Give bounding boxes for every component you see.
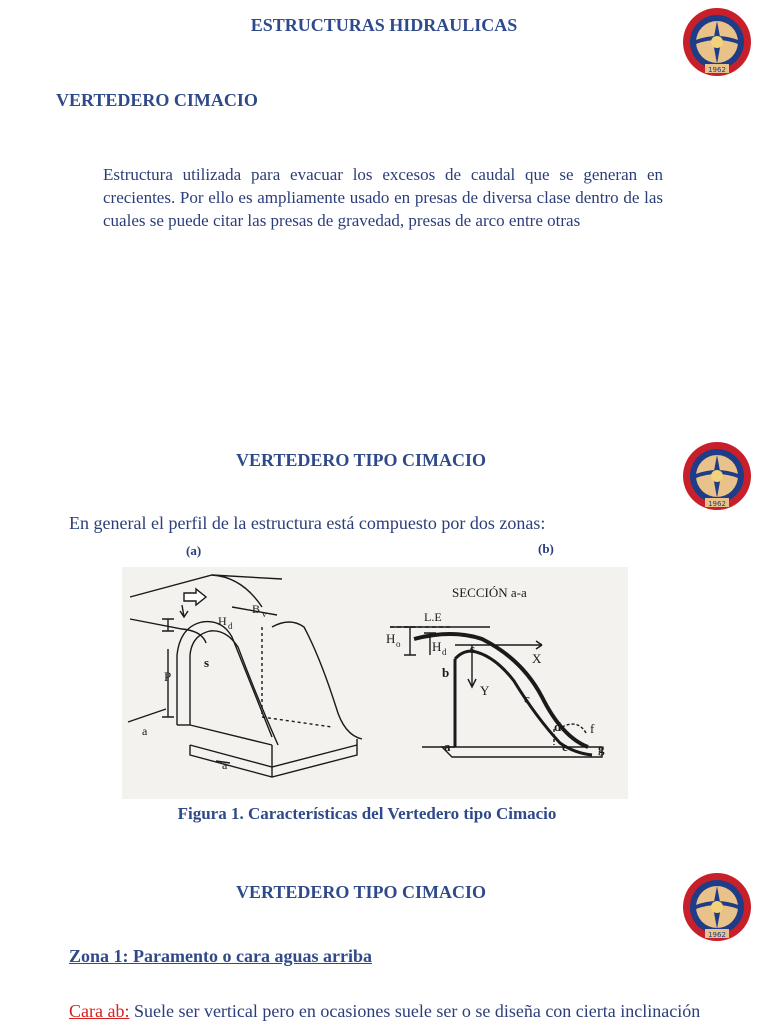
fig-s: s <box>470 641 476 656</box>
fig-hd: H <box>432 639 442 654</box>
fig-bv: B <box>252 602 261 616</box>
intro-text: En general el perfil de la estructura está compuesto por dos zonas: <box>69 513 546 533</box>
figure-label-a: (a) <box>186 543 202 558</box>
logo-year: 1962 <box>708 66 726 74</box>
zona-heading: Zona 1: Paramento o cara aguas arriba <box>69 946 372 966</box>
weir-figure <box>122 567 628 799</box>
university-logo <box>681 6 753 78</box>
fig-b: b <box>442 665 450 680</box>
figure-caption: Figura 1. Características del Vertedero tipo Cimacio <box>177 804 557 823</box>
fig-s: s <box>204 655 210 670</box>
fig-g: g <box>598 741 605 756</box>
fig-c: c <box>524 691 530 706</box>
fig-a: a <box>222 758 228 772</box>
logo-year: 1962 <box>708 931 726 939</box>
fig-a: a <box>142 724 148 738</box>
fig-hd: H <box>218 614 227 628</box>
fig-p: P <box>164 669 172 684</box>
fig-seccion: SECCIÓN a-a <box>452 585 527 600</box>
cara-text: Suele ser vertical pero en ocasiones suele ser o se diseña con cierta inclinación <box>129 1001 701 1021</box>
fig-d: d <box>554 719 562 734</box>
figure-label-b: (b) <box>538 541 554 556</box>
fig-x: X <box>532 651 542 666</box>
fig-a: a <box>444 739 451 754</box>
page-title: ESTRUCTURAS HIDRAULICAS <box>250 15 518 35</box>
section-heading: VERTEDERO TIPO CIMACIO <box>235 450 487 470</box>
fig-y: Y <box>480 683 490 698</box>
fig-hd-sub: d <box>442 647 447 657</box>
section-heading: VERTEDERO CIMACIO <box>56 90 258 110</box>
fig-hd-sub: d <box>228 621 233 631</box>
section-heading: VERTEDERO TIPO CIMACIO <box>235 882 487 902</box>
logo-year: 1962 <box>708 500 726 508</box>
fig-f: f <box>590 721 595 736</box>
cara-line <box>69 1001 700 1022</box>
fig-le: L.E <box>424 610 442 624</box>
fig-ho: H <box>386 631 396 646</box>
fig-bv-sub: v <box>262 609 267 619</box>
cara-label: Cara ab: <box>69 1001 130 1021</box>
fig-ho-sub: o <box>396 639 401 649</box>
section-paragraph: Estructura utilizada para evacuar los excesos de caudal que se generan en crecientes. Por ello es ampliamente usado en presas de diversa clase dentro de las cuales se puede citar las presas de gravedad, presas de arco entre otras <box>103 165 663 230</box>
fig-e: e <box>562 739 568 754</box>
